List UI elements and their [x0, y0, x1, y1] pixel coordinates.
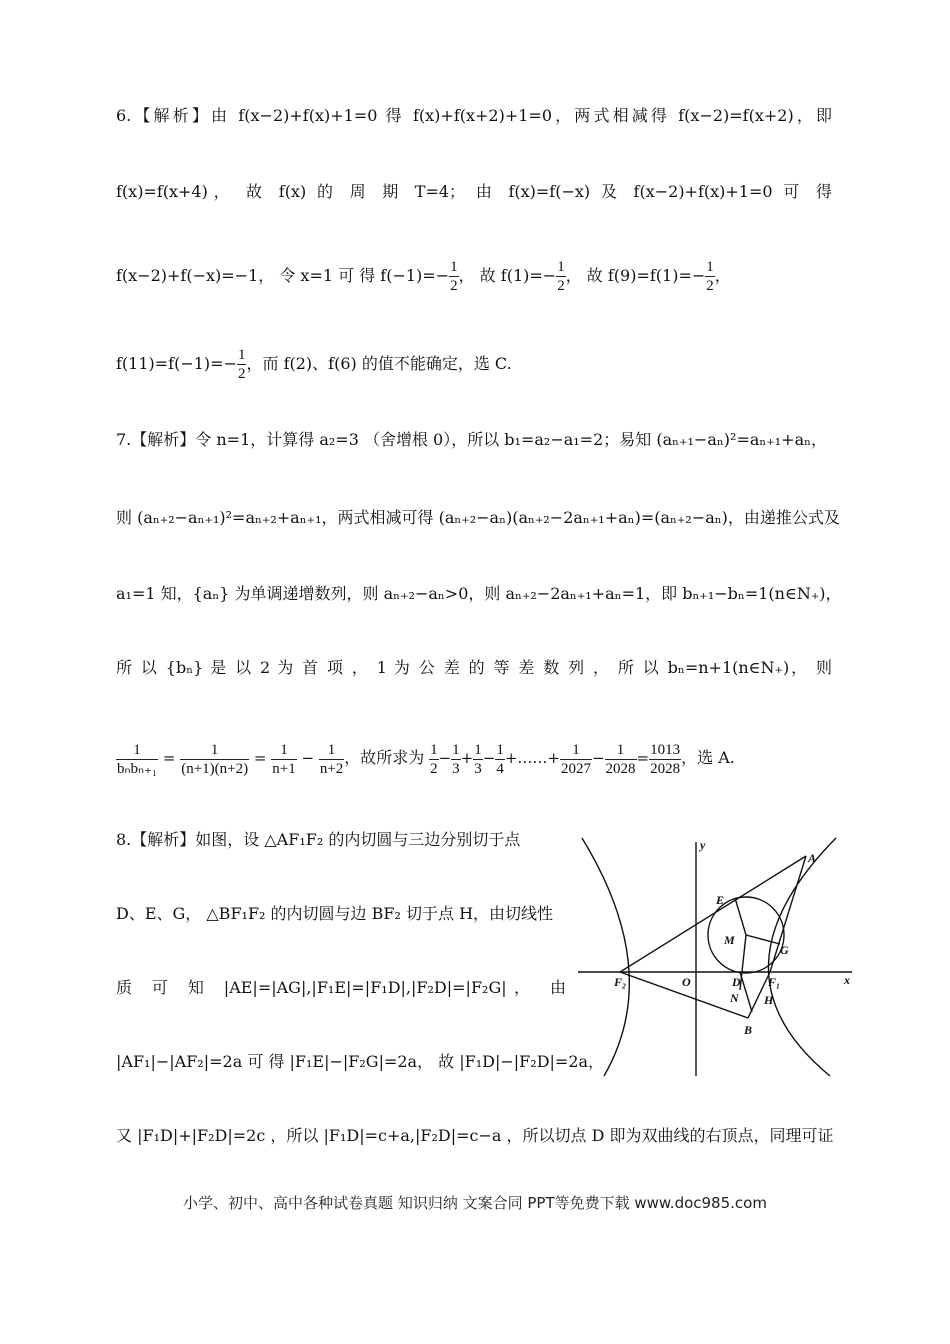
p8-line-3: 质 可 知 |AE|=|AG|,|F₁E|=|F₁D|,|F₂D|=|F₂G|， 由 [116, 978, 566, 997]
frac-half-1 [449, 258, 459, 295]
frac-2 [180, 741, 249, 778]
frac-4 [319, 741, 344, 778]
p8-line-5: 又 |F₁D|+|F₂D|=2c ，所以 |F₁D|=c+a,|F₂D|=c−a ，所以切点 D 即为双曲线的右顶点，同理可证 [116, 1126, 834, 1145]
segment-DB [740, 972, 752, 1012]
sum-frac-2 [451, 741, 461, 778]
p6-line-2: f(x)=f(x+4)， 故 f(x) 的 周 期 T=4； 由 f(x)=f(−x) 及 f(x−2)+f(x)+1=0 可 得 [116, 182, 832, 201]
frac-den: 3 [474, 760, 482, 777]
frac-half-2 [556, 258, 566, 295]
p6-line-3c: ， 故 f(9)=f(1)=− [565, 266, 706, 285]
p6-line-3 [116, 256, 832, 296]
frac-den: 2 [237, 366, 246, 382]
frac-den: n+2 [319, 760, 344, 777]
label-y: y [700, 838, 706, 852]
label-B: B [744, 1023, 753, 1037]
label-A: A [808, 851, 817, 865]
frac-den: bₙbₙ₊₁ [117, 760, 158, 777]
p7-mid-text: ，故所求为 [344, 748, 425, 767]
frac-den: 2028 [605, 760, 636, 777]
frac-half-3 [705, 258, 715, 295]
frac-den: (n+1)(n+2) [181, 760, 249, 777]
p7-line-1: 7.【解析】令 n=1，计算得 a₂=3 （舍增根 0），所以 b₁=a₂−a₁=2；易知 (aₙ₊₁−aₙ)²=aₙ₊₁+aₙ， [116, 430, 828, 449]
p7-line-2: 则 (aₙ₊₂−aₙ₊₁)²=aₙ₊₂+aₙ₊₁，两式相减可得 (aₙ₊₂−aₙ)(aₙ₊₂−2aₙ₊₁+aₙ)=(aₙ₊₂−aₙ)，由递推公式及 [116, 508, 840, 527]
label-D: D [732, 975, 741, 989]
frac-den: 2 [430, 760, 438, 777]
p7-line-3: a₁=1 知，{aₙ} 为单调递增数列，则 aₙ₊₂−aₙ>0，则 aₙ₊₂−2aₙ₊₁+aₙ=1，即 bₙ₊₁−bₙ=1(n∈N₊)， [116, 584, 842, 603]
p6-line-4 [116, 344, 832, 384]
p6-line-4a: f(11)=f(−1)=− [116, 354, 237, 373]
frac-num: 1 [452, 741, 460, 758]
label-O: O [682, 975, 691, 989]
label-x: x [844, 973, 850, 987]
sum-frac-1 [429, 741, 439, 778]
frac-1 [116, 741, 158, 778]
label-H: H [764, 993, 774, 1007]
frac-num: 1 [557, 259, 565, 275]
frac-num: 1013 [650, 741, 681, 758]
frac-num: 1 [474, 741, 482, 758]
p7-line-5: $\frac{1}{\text{bₙbₙ₊₁}}$ = $\frac{1}{(n+1)(n+2)}$ = $\frac{1}{n+1}$ − $\frac{1}{n+2}$ ，故所求为 $\frac{1}{2}$ − $\frac{1}{3}$ + $\frac{1}{3}$ − $\frac{1}{4}$ +……+ $\frac{1}{2027}$ − $\frac{1}{2028}$ = $\frac{1013}{2028}$ ，选 A. [117, 741, 735, 777]
frac-den: 2028 [650, 760, 681, 777]
frac-den: 3 [452, 760, 460, 777]
frac-den: 2 [706, 278, 714, 294]
left-hyperbola-branch [582, 838, 629, 1076]
p8-line-1: 8.【解析】如图，设 △AF₁F₂ 的内切圆与三边分别切于点 [116, 830, 521, 849]
frac-num: 1 [706, 259, 714, 275]
label-E: E [716, 893, 725, 907]
sum-frac-3 [473, 741, 483, 778]
p6-line-3b: ， 故 f(1)=− [458, 266, 557, 285]
p6-line-1: 6.【解析】由 f(x−2)+f(x)+1=0 得 f(x)+f(x+2)+1=0，两式相减得 f(x−2)=f(x+2)，即 [116, 106, 832, 125]
p8-line-2: D、E、G， △BF₁F₂ 的内切圆与边 BF₂ 切于点 H，由切线性 [116, 904, 554, 923]
frac-num: 1 [450, 259, 458, 275]
frac-num: 1 [180, 741, 249, 760]
frac-den: 4 [496, 760, 504, 777]
frac-num: 1 [319, 741, 344, 760]
p8-line-4: |AF₁|−|AF₂|=2a 可 得 |F₁E|−|F₂G|=2a， 故 |F₁D|−|F₂D|=2a， [116, 1052, 605, 1071]
segment-ME [735, 898, 746, 935]
frac-den: 2 [450, 278, 458, 294]
segment-MG [746, 935, 780, 944]
p6-line-4b: ，而 f(2)、f(6) 的值不能确定，选 C. [246, 354, 512, 373]
frac-den: n+1 [272, 760, 296, 777]
label-M: M [724, 933, 735, 947]
frac-3 [271, 741, 296, 778]
p7-line-4: 所 以 {bₙ} 是 以 2 为 首 项 ， 1 为 公 差 的 等 差 数 列 ， 所 以 bₙ=n+1(n∈N₊)， 则 [116, 658, 832, 677]
sum-frac-4 [495, 741, 505, 778]
label-F1: F₁ [768, 975, 781, 989]
page-footer: 小学、初中、高中各种试卷真题 知识归纳 文案合同 PPT等免费下载 www.doc985.com [183, 1194, 767, 1212]
frac-num: 1 [237, 347, 246, 363]
hyperbola-incircle-figure [574, 832, 864, 1080]
frac-num: 1 [605, 741, 637, 760]
frac-num: 1 [430, 741, 438, 758]
label-N: N [730, 991, 739, 1005]
frac-num: 1 [496, 741, 504, 758]
sum-dots: +……+ [504, 749, 560, 767]
frac-den: 2 [557, 278, 565, 294]
p6-line-3a: f(x−2)+f(−x)=−1， 令 x=1 可 得 f(−1)=− [116, 266, 450, 285]
frac-den: 2027 [560, 760, 591, 777]
frac-num: 1 [271, 741, 296, 760]
sum-frac-5 [560, 741, 592, 778]
p6-line-3d: ， [714, 266, 731, 285]
p7-end-text: ，选 A. [681, 748, 735, 767]
frac-num: 1 [560, 741, 592, 760]
label-G: G [780, 943, 789, 957]
frac-num: 1 [116, 741, 158, 760]
sum-frac-6 [605, 741, 637, 778]
label-F2: F₂ [614, 975, 627, 989]
sum-result [649, 741, 681, 778]
